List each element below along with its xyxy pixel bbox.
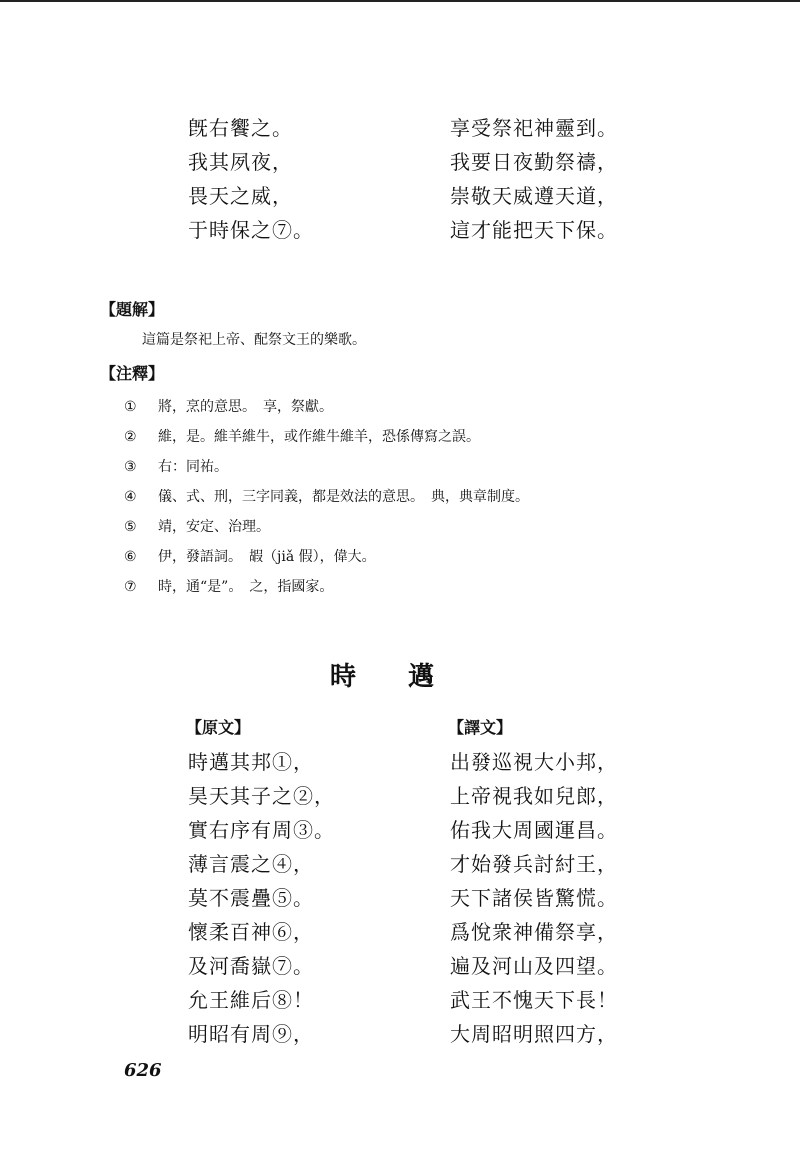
notes-heading: 【注釋】	[100, 364, 165, 383]
poem-line: 旣右饗之。	[188, 116, 293, 140]
poem-line: 天下諸侯皆驚慌。	[450, 886, 618, 910]
note-item	[124, 398, 333, 416]
note-number: ①	[124, 399, 137, 415]
note-text: 儀、式、刑，三字同義，都是效法的意思。 典，典章制度。	[158, 489, 529, 505]
poem-line: 上帝視我如兒郎，	[450, 784, 618, 808]
poem-line: 崇敬天威遵天道，	[450, 184, 618, 208]
note-number: ②	[124, 429, 137, 445]
poem-line: 懷柔百神⑥，	[188, 920, 314, 944]
note-text: 靖，安定、治理。	[158, 519, 270, 535]
poem-line: 佑我大周國運昌。	[450, 818, 618, 842]
poem-line: 我要日夜勤祭禱，	[450, 150, 618, 174]
poem-line: 出發巡視大小邦，	[450, 750, 618, 774]
note-number: ⑤	[124, 519, 137, 535]
note-item	[124, 428, 480, 446]
poem-line: 武王不愧天下長！	[450, 988, 618, 1012]
translation-heading: 【譯文】	[448, 718, 513, 737]
poem-title: 時 邁	[330, 662, 435, 692]
poem-line: 實右序有周③。	[188, 818, 335, 842]
poem-line: 薄言震之④，	[188, 852, 314, 876]
poem-line: 時邁其邦①，	[188, 750, 314, 774]
explanation-text: 這篇是祭祀上帝、配祭文王的樂歌。	[142, 332, 366, 348]
poem-line: 這才能把天下保。	[450, 218, 618, 242]
poem-line: 畏天之威，	[188, 184, 293, 208]
note-number: ⑥	[124, 549, 137, 565]
poem-line: 及河喬嶽⑦。	[188, 954, 314, 978]
note-item	[124, 578, 333, 596]
note-text: 右：同祐。	[158, 459, 228, 475]
note-text: 時，通“是”。 之，指國家。	[158, 579, 334, 595]
poem-line: 明昭有周⑨，	[188, 1022, 314, 1046]
poem-line: 大周昭明照四方，	[450, 1022, 618, 1046]
poem-line: 莫不震疊⑤。	[188, 886, 314, 910]
poem-line: 允王維后⑧！	[188, 988, 314, 1012]
note-item	[124, 488, 529, 506]
top-border-line	[0, 0, 800, 2]
poem-line: 才始發兵討紂王，	[450, 852, 618, 876]
note-text: 維，是。維羊維牛，或作維牛維羊，恐係傳寫之誤。	[158, 429, 480, 445]
note-item	[124, 548, 376, 566]
explanation-heading: 【題解】	[100, 300, 165, 319]
poem-line: 遍及河山及四望。	[450, 954, 618, 978]
note-number: ③	[124, 459, 137, 475]
page-number: 626	[124, 1060, 162, 1081]
note-number: ④	[124, 489, 137, 505]
poem-line: 享受祭祀神靈到。	[450, 116, 618, 140]
note-item	[124, 458, 228, 476]
note-item	[124, 518, 270, 536]
poem-line: 我其夙夜，	[188, 150, 293, 174]
poem-line: 于時保之⑦。	[188, 218, 314, 242]
poem-line: 昊天其子之②，	[188, 784, 335, 808]
note-text: 伊，發語詞。 嘏（jiǎ 假），偉大。	[158, 549, 376, 565]
original-heading: 【原文】	[186, 718, 251, 737]
note-number: ⑦	[124, 579, 137, 595]
note-text: 將，烹的意思。 享，祭獻。	[158, 399, 333, 415]
poem-line: 爲悅衆神備祭享，	[450, 920, 618, 944]
